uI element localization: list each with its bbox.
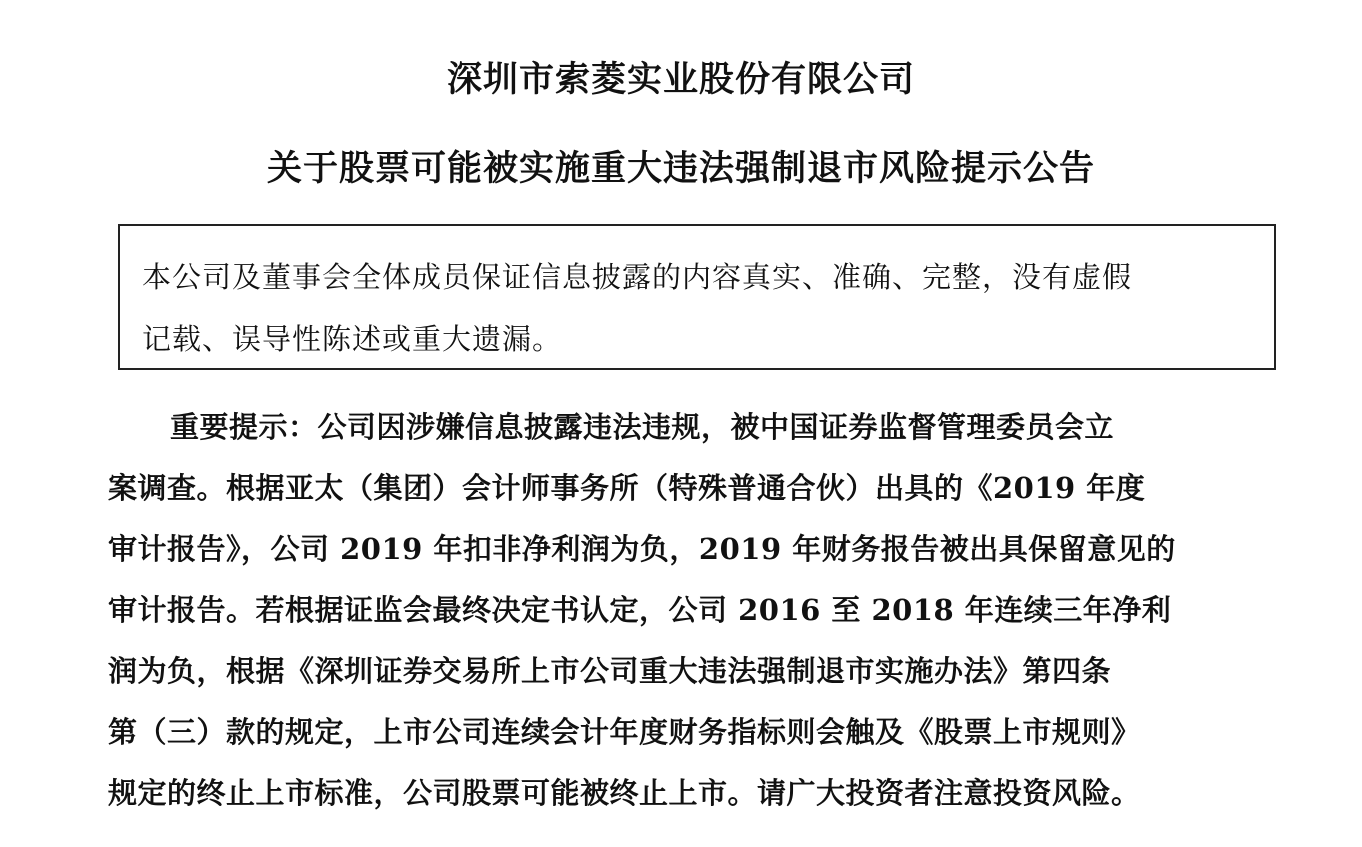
important-notice-line-3: 审计报告》，公司 2019 年扣非净利润为负，2019 年财务报告被出具保留意见的 — [108, 532, 1176, 566]
announcement-title-heading: 关于股票可能被实施重大违法强制退市风险提示公告 — [266, 148, 1095, 189]
important-notice-line-1: 重要提示：公司因涉嫌信息披露违法违规，被中国证券监督管理委员会立 — [170, 410, 1115, 444]
board-statement-line-1: 本公司及董事会全体成员保证信息披露的内容真实、准确、完整，没有虚假 — [142, 260, 1133, 294]
important-notice-line-7: 规定的终止上市标准，公司股票可能被终止上市。请广大投资者注意投资风险。 — [108, 776, 1141, 810]
important-notice-line-2: 案调查。根据亚太（集团）会计师事务所（特殊普通合伙）出具的《2019 年度 — [108, 471, 1146, 505]
company-name-heading: 深圳市索菱实业股份有限公司 — [446, 59, 915, 100]
important-notice-line-6: 第（三）款的规定，上市公司连续会计年度财务指标则会触及《股票上市规则》 — [108, 715, 1141, 749]
important-notice-line-5: 润为负，根据《深圳证券交易所上市公司重大违法强制退市实施办法》第四条 — [108, 654, 1112, 688]
important-notice-line-4: 审计报告。若根据证监会最终决定书认定，公司 2016 至 2018 年连续三年净利 — [108, 593, 1172, 627]
important-notice-paragraph — [108, 397, 1268, 824]
board-statement-line-2: 记载、误导性陈述或重大遗漏。 — [142, 322, 563, 356]
board-statement-box — [118, 224, 1276, 370]
